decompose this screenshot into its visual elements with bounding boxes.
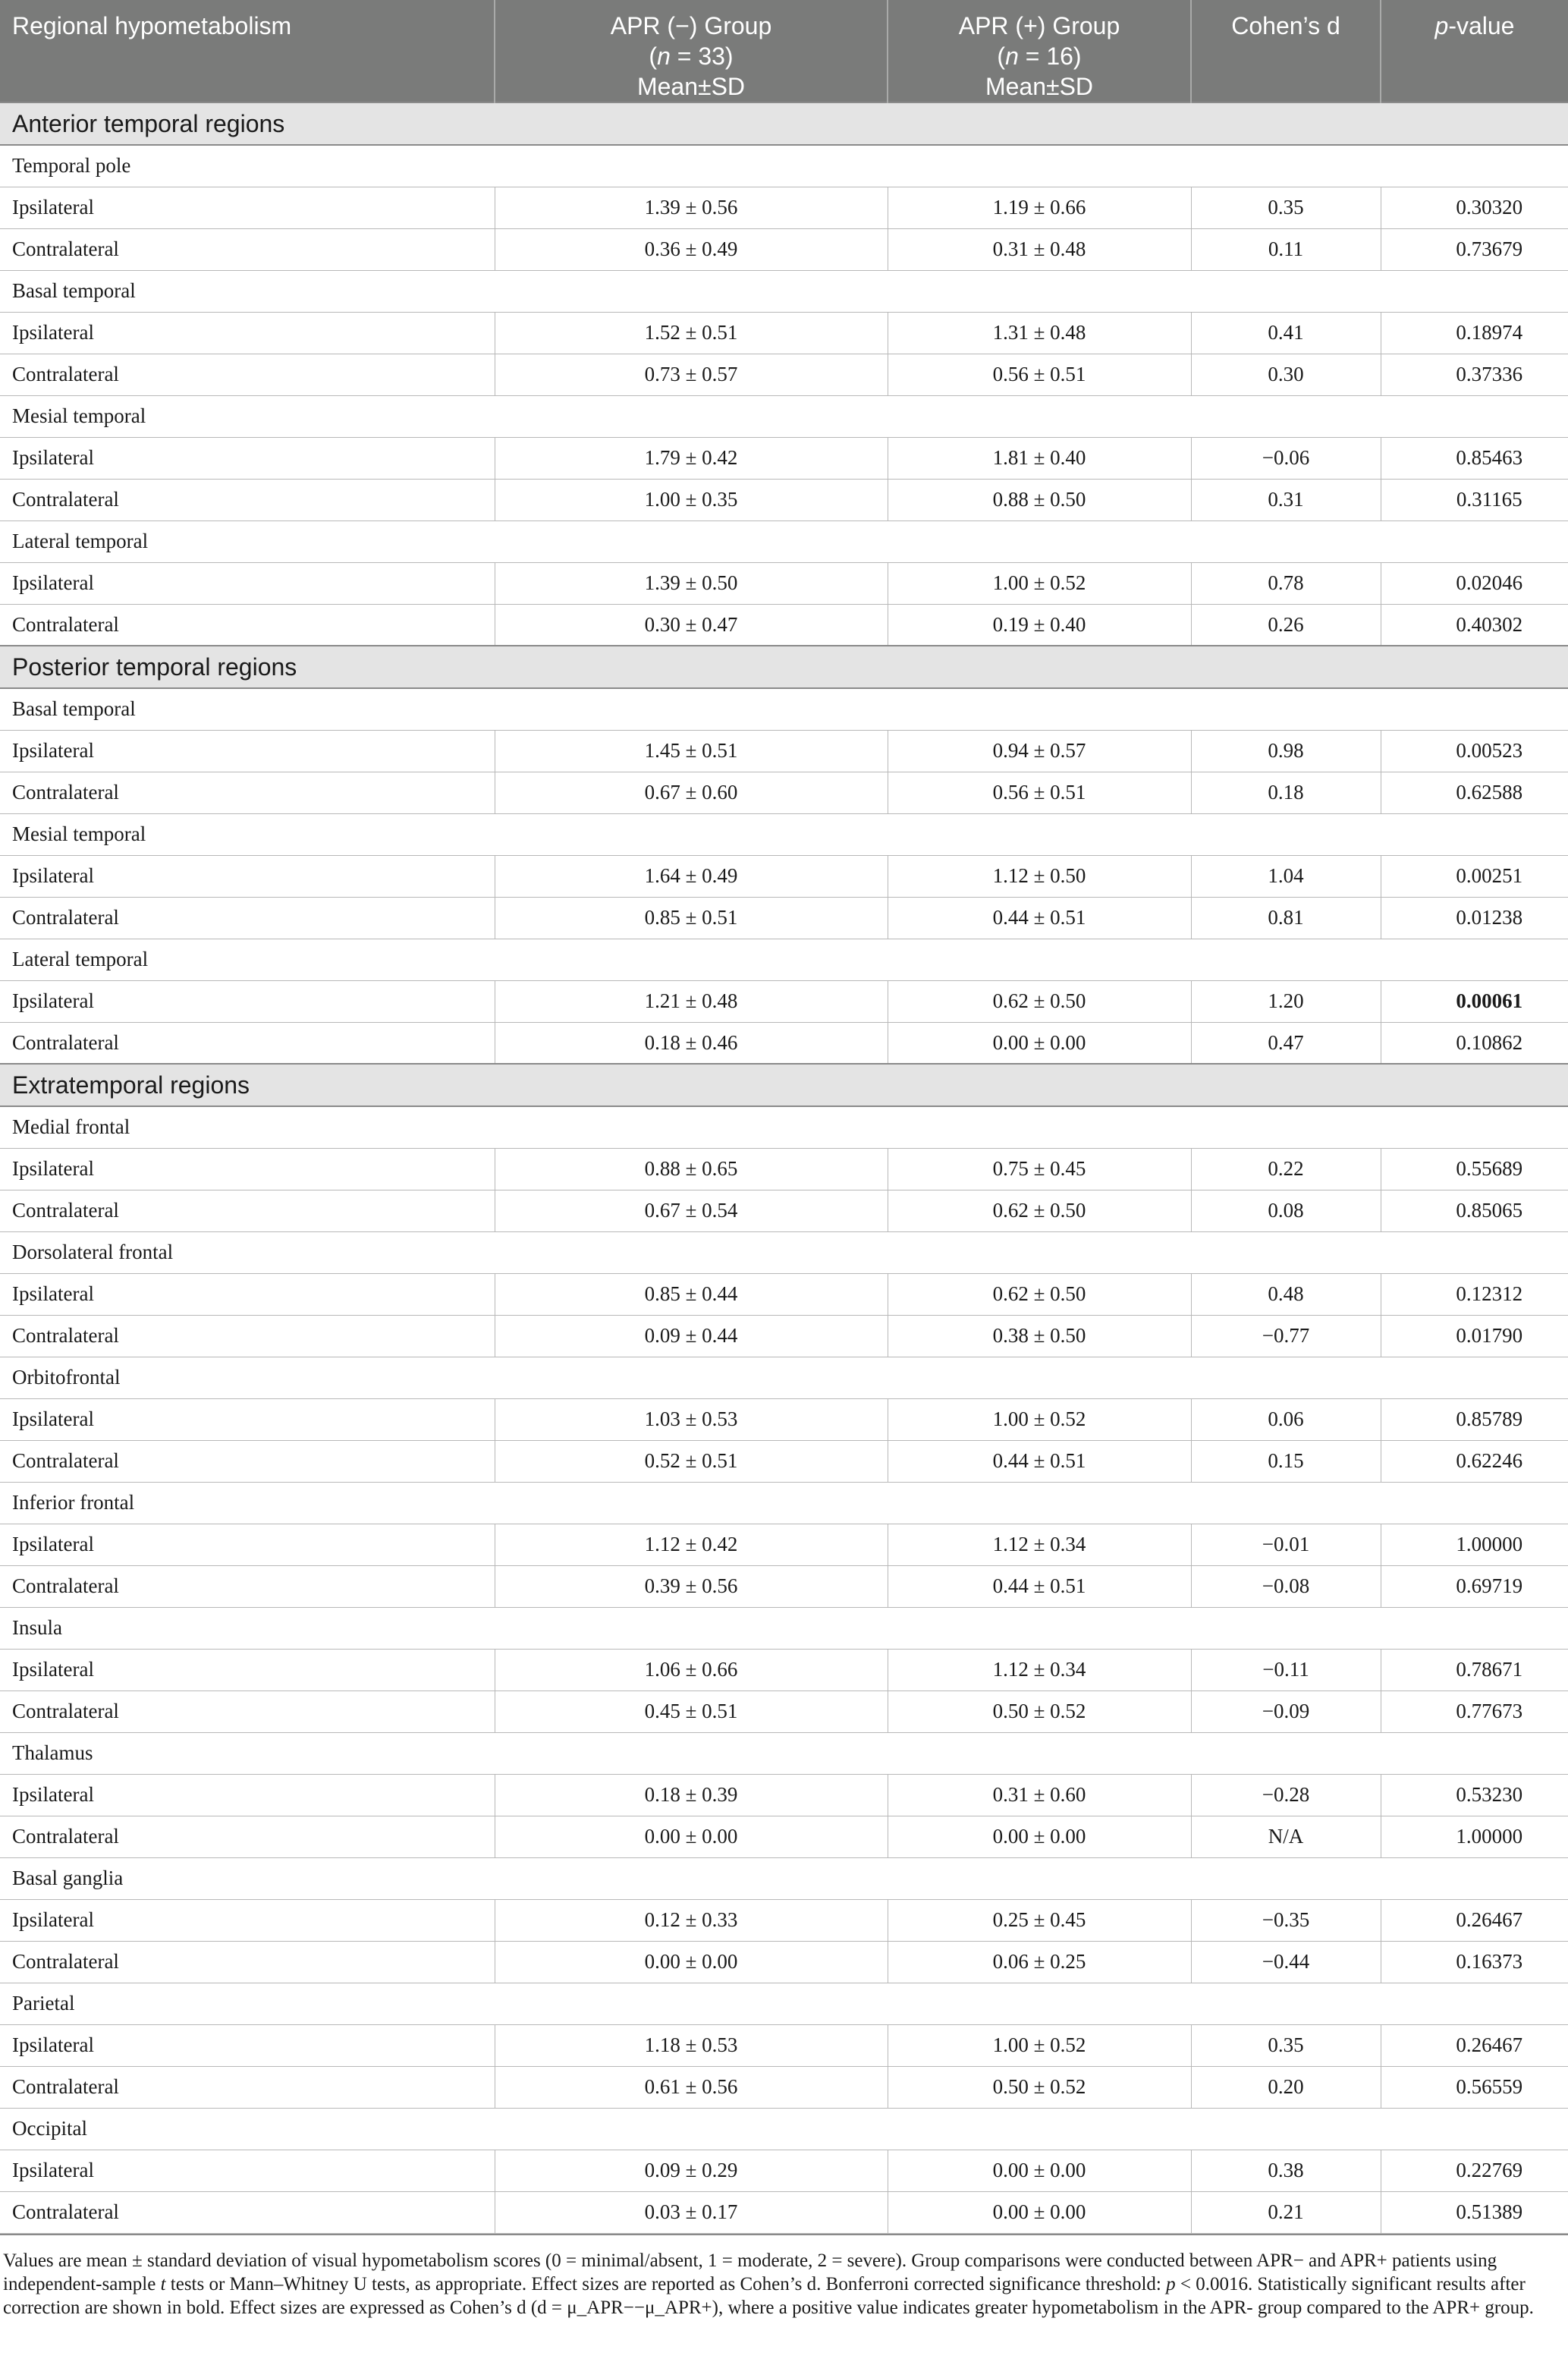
apr-positive-cell: 0.00 ± 0.00 xyxy=(888,2191,1191,2233)
region-name: Medial frontal xyxy=(0,1106,1568,1148)
table-row xyxy=(0,1649,1568,1691)
p-value-cell: 0.51389 xyxy=(1381,2191,1568,2233)
apr-positive-cell: 0.31 ± 0.48 xyxy=(888,228,1191,270)
table-row xyxy=(0,980,1568,1022)
apr-negative-cell: 1.39 ± 0.50 xyxy=(495,562,888,604)
cohens-d-cell: 0.18 xyxy=(1191,772,1381,813)
header-apr-negative-n-value: = 33) xyxy=(670,42,734,70)
cohens-d-cell: −0.01 xyxy=(1191,1524,1381,1565)
cohens-d-cell: 0.26 xyxy=(1191,604,1381,646)
p-value-cell: 0.40302 xyxy=(1381,604,1568,646)
cohens-d-cell: 0.31 xyxy=(1191,479,1381,521)
side-cell: Contralateral xyxy=(0,1941,495,1983)
apr-positive-cell: 0.56 ± 0.51 xyxy=(888,772,1191,813)
apr-negative-cell: 0.36 ± 0.49 xyxy=(495,228,888,270)
apr-positive-cell: 0.31 ± 0.60 xyxy=(888,1774,1191,1816)
p-value-cell: 0.55689 xyxy=(1381,1148,1568,1190)
p-value-cell: 0.62246 xyxy=(1381,1440,1568,1482)
header-apr-positive-group: APR (+) Group (n = 16) Mean±SD xyxy=(888,0,1191,102)
apr-positive-cell: 0.62 ± 0.50 xyxy=(888,1273,1191,1315)
cohens-d-cell: −0.28 xyxy=(1191,1774,1381,1816)
p-value-cell: 0.26467 xyxy=(1381,1899,1568,1941)
region-header-row xyxy=(0,688,1568,730)
cohens-d-cell: 0.20 xyxy=(1191,2066,1381,2108)
p-value-cell: 0.73679 xyxy=(1381,228,1568,270)
cohens-d-cell: 0.35 xyxy=(1191,187,1381,228)
apr-positive-cell: 1.19 ± 0.66 xyxy=(888,187,1191,228)
apr-positive-cell: 0.50 ± 0.52 xyxy=(888,1691,1191,1732)
region-header-row xyxy=(0,939,1568,980)
apr-negative-cell: 1.52 ± 0.51 xyxy=(495,312,888,354)
header-apr-negative-n-label: n xyxy=(657,42,671,70)
table-row xyxy=(0,1022,1568,1064)
side-cell: Contralateral xyxy=(0,228,495,270)
apr-negative-cell: 0.39 ± 0.56 xyxy=(495,1565,888,1607)
p-value-cell: 0.69719 xyxy=(1381,1565,1568,1607)
cohens-d-cell: 0.78 xyxy=(1191,562,1381,604)
table-row xyxy=(0,228,1568,270)
apr-negative-cell: 1.64 ± 0.49 xyxy=(495,855,888,897)
table-row xyxy=(0,1148,1568,1190)
cohens-d-cell: 0.08 xyxy=(1191,1190,1381,1231)
apr-negative-cell: 0.88 ± 0.65 xyxy=(495,1148,888,1190)
region-header-row xyxy=(0,2108,1568,2150)
apr-positive-cell: 0.75 ± 0.45 xyxy=(888,1148,1191,1190)
table-row xyxy=(0,855,1568,897)
table-row xyxy=(0,1273,1568,1315)
apr-negative-cell: 0.30 ± 0.47 xyxy=(495,604,888,646)
cohens-d-cell: 0.11 xyxy=(1191,228,1381,270)
side-cell: Ipsilateral xyxy=(0,1398,495,1440)
region-header-row xyxy=(0,145,1568,187)
apr-positive-cell: 0.94 ± 0.57 xyxy=(888,730,1191,772)
table-header-row xyxy=(0,0,1568,102)
region-header-row xyxy=(0,270,1568,312)
apr-negative-cell: 0.12 ± 0.33 xyxy=(495,1899,888,1941)
table-row xyxy=(0,1774,1568,1816)
p-value-cell: 0.00061 xyxy=(1381,980,1568,1022)
table-footnote xyxy=(0,2234,1568,2320)
section-header-row xyxy=(0,1064,1568,1106)
apr-negative-cell: 1.06 ± 0.66 xyxy=(495,1649,888,1691)
side-cell: Contralateral xyxy=(0,354,495,395)
region-name: Lateral temporal xyxy=(0,521,1568,562)
cohens-d-cell: 0.48 xyxy=(1191,1273,1381,1315)
apr-negative-cell: 1.03 ± 0.53 xyxy=(495,1398,888,1440)
apr-negative-cell: 0.03 ± 0.17 xyxy=(495,2191,888,2233)
side-cell: Contralateral xyxy=(0,772,495,813)
apr-positive-cell: 1.00 ± 0.52 xyxy=(888,2024,1191,2066)
table-row xyxy=(0,1691,1568,1732)
cohens-d-cell: −0.77 xyxy=(1191,1315,1381,1357)
apr-positive-cell: 0.62 ± 0.50 xyxy=(888,980,1191,1022)
p-value-cell: 0.01790 xyxy=(1381,1315,1568,1357)
header-apr-negative-group: APR (−) Group (n = 33) Mean±SD xyxy=(495,0,888,102)
cohens-d-cell: −0.35 xyxy=(1191,1899,1381,1941)
region-name: Basal temporal xyxy=(0,270,1568,312)
apr-positive-cell: 1.12 ± 0.50 xyxy=(888,855,1191,897)
table-row xyxy=(0,730,1568,772)
cohens-d-cell: N/A xyxy=(1191,1816,1381,1857)
table-row xyxy=(0,2024,1568,2066)
apr-negative-cell: 1.18 ± 0.53 xyxy=(495,2024,888,2066)
footnote-part1: Values are mean ± standard deviation of visual hypometabolism scores (0 = minimal/absent, 1 = moderate, 2 = severe). Group comparisons were conducted between APR− and APR+ patients using independent-sample xyxy=(3,2250,1497,2294)
cohens-d-cell: −0.08 xyxy=(1191,1565,1381,1607)
cohens-d-cell: −0.06 xyxy=(1191,437,1381,479)
side-cell: Ipsilateral xyxy=(0,1649,495,1691)
header-apr-positive-title: APR (+) Group xyxy=(958,12,1120,39)
cohens-d-cell: 0.21 xyxy=(1191,2191,1381,2233)
header-apr-negative-title: APR (−) Group xyxy=(610,12,772,39)
apr-negative-cell: 0.85 ± 0.44 xyxy=(495,1273,888,1315)
apr-positive-cell: 0.62 ± 0.50 xyxy=(888,1190,1191,1231)
cohens-d-cell: 0.81 xyxy=(1191,897,1381,939)
apr-negative-cell: 0.18 ± 0.46 xyxy=(495,1022,888,1064)
table-row xyxy=(0,1524,1568,1565)
region-name: Inferior frontal xyxy=(0,1482,1568,1524)
side-cell: Ipsilateral xyxy=(0,437,495,479)
header-apr-positive-n-value: = 16) xyxy=(1018,42,1082,70)
table-body xyxy=(0,102,1568,2233)
table-row xyxy=(0,1440,1568,1482)
table-row xyxy=(0,772,1568,813)
cohens-d-cell: 1.04 xyxy=(1191,855,1381,897)
region-name: Mesial temporal xyxy=(0,813,1568,855)
cohens-d-cell: −0.44 xyxy=(1191,1941,1381,1983)
header-p-value xyxy=(1381,0,1568,102)
region-name: Dorsolateral frontal xyxy=(0,1231,1568,1273)
p-value-cell: 0.00523 xyxy=(1381,730,1568,772)
side-cell: Ipsilateral xyxy=(0,1148,495,1190)
p-value-cell: 0.85463 xyxy=(1381,437,1568,479)
table-row xyxy=(0,897,1568,939)
region-name: Occipital xyxy=(0,2108,1568,2150)
side-cell: Ipsilateral xyxy=(0,730,495,772)
region-header-row xyxy=(0,1231,1568,1273)
p-value-cell: 0.85065 xyxy=(1381,1190,1568,1231)
side-cell: Contralateral xyxy=(0,1315,495,1357)
apr-negative-cell: 0.67 ± 0.60 xyxy=(495,772,888,813)
apr-positive-cell: 1.00 ± 0.52 xyxy=(888,1398,1191,1440)
apr-positive-cell: 0.00 ± 0.00 xyxy=(888,1816,1191,1857)
table-row xyxy=(0,1816,1568,1857)
header-apr-positive-n-label: n xyxy=(1005,42,1019,70)
table-row xyxy=(0,604,1568,646)
p-value-cell: 0.85789 xyxy=(1381,1398,1568,1440)
apr-positive-cell: 0.06 ± 0.25 xyxy=(888,1941,1191,1983)
p-value-cell: 0.56559 xyxy=(1381,2066,1568,2108)
apr-positive-cell: 0.88 ± 0.50 xyxy=(888,479,1191,521)
region-name: Insula xyxy=(0,1607,1568,1649)
cohens-d-cell: 1.20 xyxy=(1191,980,1381,1022)
p-value-cell: 1.00000 xyxy=(1381,1524,1568,1565)
p-value-cell: 0.53230 xyxy=(1381,1774,1568,1816)
apr-positive-cell: 0.00 ± 0.00 xyxy=(888,2150,1191,2191)
footnote-p-italic: p xyxy=(1166,2273,1176,2294)
header-p-rest: -value xyxy=(1448,12,1515,39)
footnote-part2: tests or Mann–Whitney U tests, as appropriate. Effect sizes are reported as Cohen’s d. Bonferroni corrected significance threshold: xyxy=(165,2273,1167,2294)
side-cell: Contralateral xyxy=(0,1190,495,1231)
cohens-d-cell: −0.11 xyxy=(1191,1649,1381,1691)
region-header-row xyxy=(0,521,1568,562)
apr-negative-cell: 0.09 ± 0.44 xyxy=(495,1315,888,1357)
apr-negative-cell: 1.12 ± 0.42 xyxy=(495,1524,888,1565)
p-value-cell: 0.30320 xyxy=(1381,187,1568,228)
table-row xyxy=(0,479,1568,521)
side-cell: Contralateral xyxy=(0,479,495,521)
table-row xyxy=(0,312,1568,354)
table-row xyxy=(0,1565,1568,1607)
side-cell: Ipsilateral xyxy=(0,187,495,228)
region-name: Orbitofrontal xyxy=(0,1357,1568,1398)
side-cell: Contralateral xyxy=(0,1440,495,1482)
p-value-cell: 0.77673 xyxy=(1381,1691,1568,1732)
side-cell: Contralateral xyxy=(0,1022,495,1064)
cohens-d-cell: 0.22 xyxy=(1191,1148,1381,1190)
side-cell: Contralateral xyxy=(0,604,495,646)
apr-positive-cell: 0.19 ± 0.40 xyxy=(888,604,1191,646)
side-cell: Ipsilateral xyxy=(0,312,495,354)
p-value-cell: 0.10862 xyxy=(1381,1022,1568,1064)
section-title: Anterior temporal regions xyxy=(0,102,1568,145)
region-name: Basal ganglia xyxy=(0,1857,1568,1899)
apr-negative-cell: 1.45 ± 0.51 xyxy=(495,730,888,772)
apr-positive-cell: 0.44 ± 0.51 xyxy=(888,897,1191,939)
side-cell: Ipsilateral xyxy=(0,855,495,897)
side-cell: Ipsilateral xyxy=(0,562,495,604)
region-header-row xyxy=(0,813,1568,855)
p-value-cell: 0.62588 xyxy=(1381,772,1568,813)
region-header-row xyxy=(0,395,1568,437)
apr-negative-cell: 0.67 ± 0.54 xyxy=(495,1190,888,1231)
cohens-d-cell: 0.41 xyxy=(1191,312,1381,354)
p-value-cell: 1.00000 xyxy=(1381,1816,1568,1857)
cohens-d-cell: 0.38 xyxy=(1191,2150,1381,2191)
header-cohens-d: Cohen’s d xyxy=(1191,0,1381,102)
table-row xyxy=(0,187,1568,228)
apr-negative-cell: 1.39 ± 0.56 xyxy=(495,187,888,228)
apr-positive-cell: 1.81 ± 0.40 xyxy=(888,437,1191,479)
side-cell: Ipsilateral xyxy=(0,1774,495,1816)
region-name: Mesial temporal xyxy=(0,395,1568,437)
region-name: Temporal pole xyxy=(0,145,1568,187)
table-row xyxy=(0,1398,1568,1440)
p-value-cell: 0.78671 xyxy=(1381,1649,1568,1691)
apr-negative-cell: 1.79 ± 0.42 xyxy=(495,437,888,479)
cohens-d-cell: 0.15 xyxy=(1191,1440,1381,1482)
cohens-d-cell: −0.09 xyxy=(1191,1691,1381,1732)
region-name: Thalamus xyxy=(0,1732,1568,1774)
side-cell: Ipsilateral xyxy=(0,1899,495,1941)
side-cell: Contralateral xyxy=(0,1816,495,1857)
apr-positive-cell: 1.12 ± 0.34 xyxy=(888,1524,1191,1565)
p-value-cell: 0.26467 xyxy=(1381,2024,1568,2066)
p-value-cell: 0.37336 xyxy=(1381,354,1568,395)
p-value-cell: 0.22769 xyxy=(1381,2150,1568,2191)
apr-positive-cell: 1.00 ± 0.52 xyxy=(888,562,1191,604)
p-value-cell: 0.01238 xyxy=(1381,897,1568,939)
region-header-row xyxy=(0,1732,1568,1774)
header-apr-negative-stat: Mean±SD xyxy=(636,73,746,100)
region-name: Basal temporal xyxy=(0,688,1568,730)
apr-negative-cell: 0.85 ± 0.51 xyxy=(495,897,888,939)
side-cell: Contralateral xyxy=(0,1565,495,1607)
cohens-d-cell: 0.30 xyxy=(1191,354,1381,395)
region-header-row xyxy=(0,1607,1568,1649)
region-header-row xyxy=(0,1983,1568,2024)
table-row xyxy=(0,562,1568,604)
region-header-row xyxy=(0,1857,1568,1899)
apr-negative-cell: 0.00 ± 0.00 xyxy=(495,1941,888,1983)
apr-negative-cell: 1.00 ± 0.35 xyxy=(495,479,888,521)
section-header-row xyxy=(0,102,1568,145)
p-value-cell: 0.16373 xyxy=(1381,1941,1568,1983)
p-value-cell: 0.18974 xyxy=(1381,312,1568,354)
header-p-italic: p xyxy=(1434,12,1449,39)
region-header-row xyxy=(0,1357,1568,1398)
side-cell: Ipsilateral xyxy=(0,1524,495,1565)
side-cell: Ipsilateral xyxy=(0,2150,495,2191)
table-row xyxy=(0,1315,1568,1357)
apr-negative-cell: 1.21 ± 0.48 xyxy=(495,980,888,1022)
apr-negative-cell: 0.73 ± 0.57 xyxy=(495,354,888,395)
cohens-d-cell: 0.06 xyxy=(1191,1398,1381,1440)
apr-negative-cell: 0.45 ± 0.51 xyxy=(495,1691,888,1732)
apr-positive-cell: 0.25 ± 0.45 xyxy=(888,1899,1191,1941)
side-cell: Ipsilateral xyxy=(0,1273,495,1315)
p-value-cell: 0.31165 xyxy=(1381,479,1568,521)
table-row xyxy=(0,354,1568,395)
side-cell: Contralateral xyxy=(0,897,495,939)
apr-positive-cell: 0.44 ± 0.51 xyxy=(888,1440,1191,1482)
p-value-cell: 0.02046 xyxy=(1381,562,1568,604)
footnote-part3: < 0.0016. Statistically significant results after correction are shown in bold. Effect sizes are expressed as Cohen’s d (d = μ_APR−−μ_APR+), where a positive value indicates greater hypometabolism in the APR- group compared to the APR+ group. xyxy=(3,2273,1534,2318)
region-header-row xyxy=(0,1482,1568,1524)
table-row xyxy=(0,2150,1568,2191)
table-row xyxy=(0,2191,1568,2233)
apr-positive-cell: 1.12 ± 0.34 xyxy=(888,1649,1191,1691)
side-cell: Contralateral xyxy=(0,2066,495,2108)
cohens-d-cell: 0.47 xyxy=(1191,1022,1381,1064)
cohens-d-cell: 0.35 xyxy=(1191,2024,1381,2066)
table-row xyxy=(0,1899,1568,1941)
apr-positive-cell: 0.56 ± 0.51 xyxy=(888,354,1191,395)
region-name: Parietal xyxy=(0,1983,1568,2024)
apr-positive-cell: 1.31 ± 0.48 xyxy=(888,312,1191,354)
side-cell: Contralateral xyxy=(0,2191,495,2233)
table-row xyxy=(0,1190,1568,1231)
table-row xyxy=(0,437,1568,479)
apr-negative-cell: 0.00 ± 0.00 xyxy=(495,1816,888,1857)
section-header-row xyxy=(0,646,1568,688)
side-cell: Ipsilateral xyxy=(0,980,495,1022)
apr-negative-cell: 0.09 ± 0.29 xyxy=(495,2150,888,2191)
region-name: Lateral temporal xyxy=(0,939,1568,980)
apr-negative-cell: 0.61 ± 0.56 xyxy=(495,2066,888,2108)
region-header-row xyxy=(0,1106,1568,1148)
apr-positive-cell: 0.38 ± 0.50 xyxy=(888,1315,1191,1357)
table-row xyxy=(0,1941,1568,1983)
side-cell: Ipsilateral xyxy=(0,2024,495,2066)
footnote-t-italic: t xyxy=(160,2273,166,2294)
section-title: Posterior temporal regions xyxy=(0,646,1568,688)
p-value-cell: 0.00251 xyxy=(1381,855,1568,897)
side-cell: Contralateral xyxy=(0,1691,495,1732)
cohens-d-cell: 0.98 xyxy=(1191,730,1381,772)
apr-negative-cell: 0.18 ± 0.39 xyxy=(495,1774,888,1816)
p-value-cell: 0.12312 xyxy=(1381,1273,1568,1315)
apr-negative-cell: 0.52 ± 0.51 xyxy=(495,1440,888,1482)
apr-positive-cell: 0.44 ± 0.51 xyxy=(888,1565,1191,1607)
apr-positive-cell: 0.00 ± 0.00 xyxy=(888,1022,1191,1064)
header-regional-hypometabolism: Regional hypometabolism xyxy=(0,0,495,102)
header-apr-positive-stat: Mean±SD xyxy=(985,73,1094,100)
table-row xyxy=(0,2066,1568,2108)
apr-positive-cell: 0.50 ± 0.52 xyxy=(888,2066,1191,2108)
section-title: Extratemporal regions xyxy=(0,1064,1568,1106)
